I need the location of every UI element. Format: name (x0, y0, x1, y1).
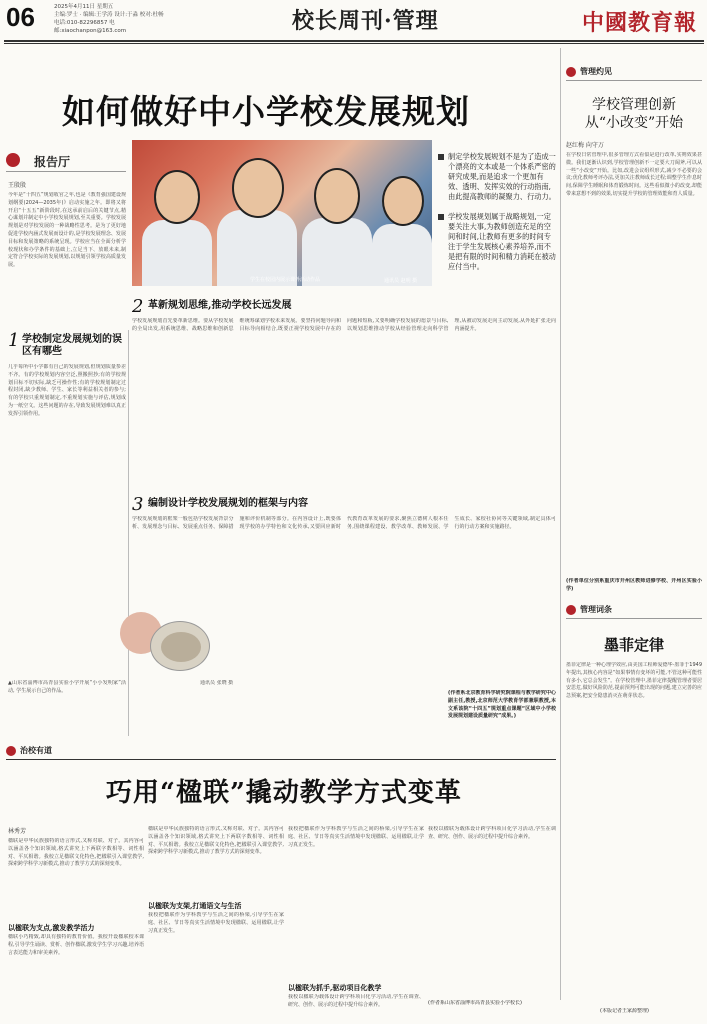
second-footnote: (作者系山东省淄博市高青县实验小学校长) (428, 1000, 522, 1006)
right-headline (566, 96, 702, 132)
column-tag (6, 152, 126, 168)
right-headline-line-1: 学校管理创新 (592, 97, 676, 113)
right-top-footnote: (作者单位分别系重庆市开州区教师进修学校、开州区实验小学) (566, 578, 702, 592)
bullet-square-icon (438, 154, 444, 160)
column-tag-label: 报告厅 (34, 155, 71, 169)
second-col-3: 我校把楹联作为学科教学与生活之间的桥梁,引导学生在家庭、社区、节日等真实生活情境中发现楹联、运用楹联,让学习真正发生。 (288, 826, 424, 848)
section-title: 校长周刊·管理 (292, 8, 439, 34)
main-photo (132, 140, 432, 286)
section-1-text: 几乎每所中小学都有自己的发展规划,但规划质量参差不齐。有的学校规划内容空泛,照搬照抄;有的学校规划目标不切实际,缺乏可操作性;有的学校规划制定过程封闭,缺少教师、学生、家长等利益相关者的参与;有的学校只重规划制定,不重规划实施与评估,规划成为一纸空文。这些问题的存在,导致发展规划难以真正发挥引领作用。 (8, 364, 126, 417)
caption-artwork (8, 680, 126, 736)
header-meta (54, 3, 174, 35)
right-author: 赵红梅 向守万 (566, 142, 604, 149)
section-2-text: 学校发展规划首先要革新思维。要从学校发展的全局出发,用系统思维、战略思维和创新思维统筹谋划学校未来发展。要坚持问题导向和目标导向相结合,既要正视学校发展中存在的问题和短板,又要明确学校发展的愿景与目标,以规划思维推动学校从经验管理走向科学管理,从被动发展走向主动发展,从外延扩张走向内涵提升。 (132, 318, 556, 332)
tag-dot-icon (6, 746, 16, 756)
right-column-tag-2-label: 管理词条 (580, 605, 612, 614)
header-meta-date: 2025年4月11日 星期五 (54, 4, 114, 10)
second-article-tag (6, 745, 126, 759)
second-sub-a: 以楹联为支点,激发教学活力 (8, 923, 95, 932)
second-sub-a-text: 楹联小巧精致,却具有独特的教育价值。我校开设楹联校本课程,引导学生诵读、赏析、创作楹联,激发学生学习兴趣,培养语言表达能力和审美素养。 (8, 934, 144, 956)
main-headline: 如何做好中小学校发展规划 (62, 92, 470, 131)
key-points (438, 152, 558, 282)
right-bottom-text: 墨菲定律是一种心理学效应,由美国工程师爱德华·墨菲于1949年提出,其核心内容是“如果事情有变坏的可能,不管这种可能性有多小,它总会发生”。在学校管理中,墨菲定律提醒管理者要居安思危,做好风险防范,提前预判可能出现的问题,建立完善的应急预案,把安全隐患消灭在萌芽状态。 (566, 662, 702, 700)
right-column-tag-2 (566, 604, 702, 618)
caption-line-2: 学生展示自己的作品。 (16, 687, 67, 694)
main-footnote: (作者系北京教育科学研究院课程与教学研究中心副主任,教授,北京师范大学教育学部兼职教授,本文系该院“十四五”规划重点课题“区域中小学校发展规划建设质量研究”成果。) (448, 690, 556, 720)
section-1-heading: 学校制定发展规划的误区有哪些 (22, 334, 122, 357)
key-point-2 (438, 212, 558, 272)
second-headline: 巧用“楹联”撬动教学方式变革 (106, 778, 462, 808)
key-point-2-text: 学校发展规划属于战略规划,一定要关注大事,为教师创造充足的空间和时间,让教师有更多的时间专注于学生发展核心素养培养,而不是把有限的时间和精力消耗在被动应付当中。 (448, 212, 556, 271)
header-meta-editors: 主编:罗士 · 编辑:王学涛 设计:于淼 校对:杜畅 (54, 12, 164, 18)
caption-line-1: ▲山东省淄博市高青县实验小学开展“小小发明家”活动, (8, 680, 126, 694)
key-point-1 (438, 152, 558, 202)
second-intro: 楹联是中华民族独特的语言形式,又称对联、对子。其内容可以涵盖各个知识领域,格式讲究上下两联字数相等、词性相对、平仄相谐。我校立足楹联文化特色,把楹联引入课堂教学,探索跨学科学习新模式,推动了教学方式的深刻变革。 (8, 838, 144, 868)
second-sub-b: 以楹联为支架,打通语文与生活 (148, 901, 242, 910)
page-number: 06 (6, 2, 35, 32)
second-article-divider (6, 759, 556, 760)
right-headline-line-2: 从“小改变”开始 (584, 115, 684, 131)
right-column-tag-label: 管理灼见 (580, 67, 612, 76)
bullet-square-icon (438, 214, 444, 220)
section-1-number: 1 (8, 330, 20, 351)
right-bottom-footnote: (本版记者王家源整理) (600, 1008, 649, 1014)
header-divider-thin (4, 43, 704, 44)
tag-underline (6, 171, 126, 172)
right-column-tag (566, 66, 702, 80)
column-divider-right (560, 48, 561, 1000)
right-headline-2: 墨菲定律 (603, 636, 664, 654)
photo-caption: 学生在校园内展示课外活动作品 (250, 277, 321, 283)
second-sub-c: 以楹联为抓手,驱动项目化教学 (288, 983, 382, 992)
photo-credit: 通讯员 赵明 摄 (384, 278, 418, 284)
tag-dot-icon (566, 67, 576, 77)
second-col-4: 我校以楹联为载体设计跨学科项目化学习活动,学生在调查、研究、创作、展示的过程中提升综合素养。 (428, 826, 556, 840)
second-sub-c-text: 我校以楹联为载体设计跨学科项目化学习活动,学生在调查、研究、创作、展示的过程中提升综合素养。 (288, 994, 424, 1008)
header-divider (4, 40, 704, 42)
newspaper-masthead-logo: 中國教育報 (581, 10, 697, 36)
header-meta-contact: 电话:010-82296857 电邮:xiaochanpon@163.com (54, 20, 127, 34)
second-sub-b-text: 我校把楹联作为学科教学与生活之间的桥梁,引导学生在家庭、社区、节日等真实生活情境中发现楹联、运用楹联,让学习真正发生。 (148, 912, 284, 934)
section-3-heading: 编制设计学校发展规划的框架与内容 (148, 498, 308, 509)
tag-underline (566, 618, 702, 619)
main-intro-text: 今年是“十四五”规划收官之年,也是《教育强国建设规划纲要(2024—2035年)》启动实施之年。即将又将开启“十五五”新阶段时,在这承前启后的关键节点,精心谋划并制定中小学校发展规划,至关重要。学校发展规划是对学校发展的一种战略性思考。是为了更好地促进学校内涵式发展而设计的,是学校发展理念、发展目标和发展策略的系统呈现。学校应当在全面分析学校现状和办学条件的基础上,立足当下、放眼未来,制定符合学校实际的发展规划,以规划引领学校高质量发展。 (8, 192, 126, 269)
second-col-2: 楹联是中华民族独特的语言形式,又称对联、对子。其内容可以涵盖各个知识领域,格式讲究上下两联字数相等、词性相对、平仄相谐。我校立足楹联文化特色,把楹联引入课堂教学,探索跨学科学习新模式,推动了教学方式的深刻变革。 (148, 826, 284, 856)
second-author: 林秀芳 (8, 828, 27, 835)
section-2-number: 2 (132, 296, 144, 317)
tag-dot-icon (6, 153, 20, 167)
tag-underline (566, 80, 702, 81)
page-header (0, 0, 707, 42)
second-article-tag-label: 治校有道 (20, 746, 52, 755)
right-top-text: 在学校日常管理中,很多管理方式看似是进行改革,实则效果甚微。我们逐渐认识到,学校管理创新不一定要大刀阔斧,可以从一些“小改变”开始。比如,改进会议组织形式,减少不必要的会议;优化教师考评办法,更加关注教师成长过程;调整学生作息时间,保障学生睡眠和体育锻炼时间。这些看似微小的改变,却能带来意想不到的效果,切实提升学校的管理效能和育人质量。 (566, 152, 702, 197)
column-divider-left (128, 330, 129, 736)
main-author: 王殷殷 (8, 182, 27, 189)
section-3-text: 学校发展规划的框架一般包括学校发展背景分析、发展理念与目标、发展重点任务、保障措施和评价机制等部分。在内容设计上,既要体现学校的办学特色和文化传承,又要回应新时代教育改革发展的要求,聚焦立德树人根本任务,围绕课程建设、教学改革、教师发展、学生成长、家校社协同等关键领域,制定具体可行的行动方案和实施路径。 (132, 516, 556, 530)
caption-credit: 通讯员 张晓 摄 (200, 680, 234, 686)
key-point-1-text: 制定学校发展规划不是为了造成一个漂亮的文本或是一个体系严密的研究成果,而是追求一个更加有效、透明、发挥实效的行动指南,由此提高教师的凝聚力、行动力。 (448, 152, 556, 201)
tag-dot-icon (566, 605, 576, 615)
section-3-number: 3 (132, 494, 144, 515)
section-2-heading: 革新规划思维,推动学校长远发展 (148, 300, 292, 311)
